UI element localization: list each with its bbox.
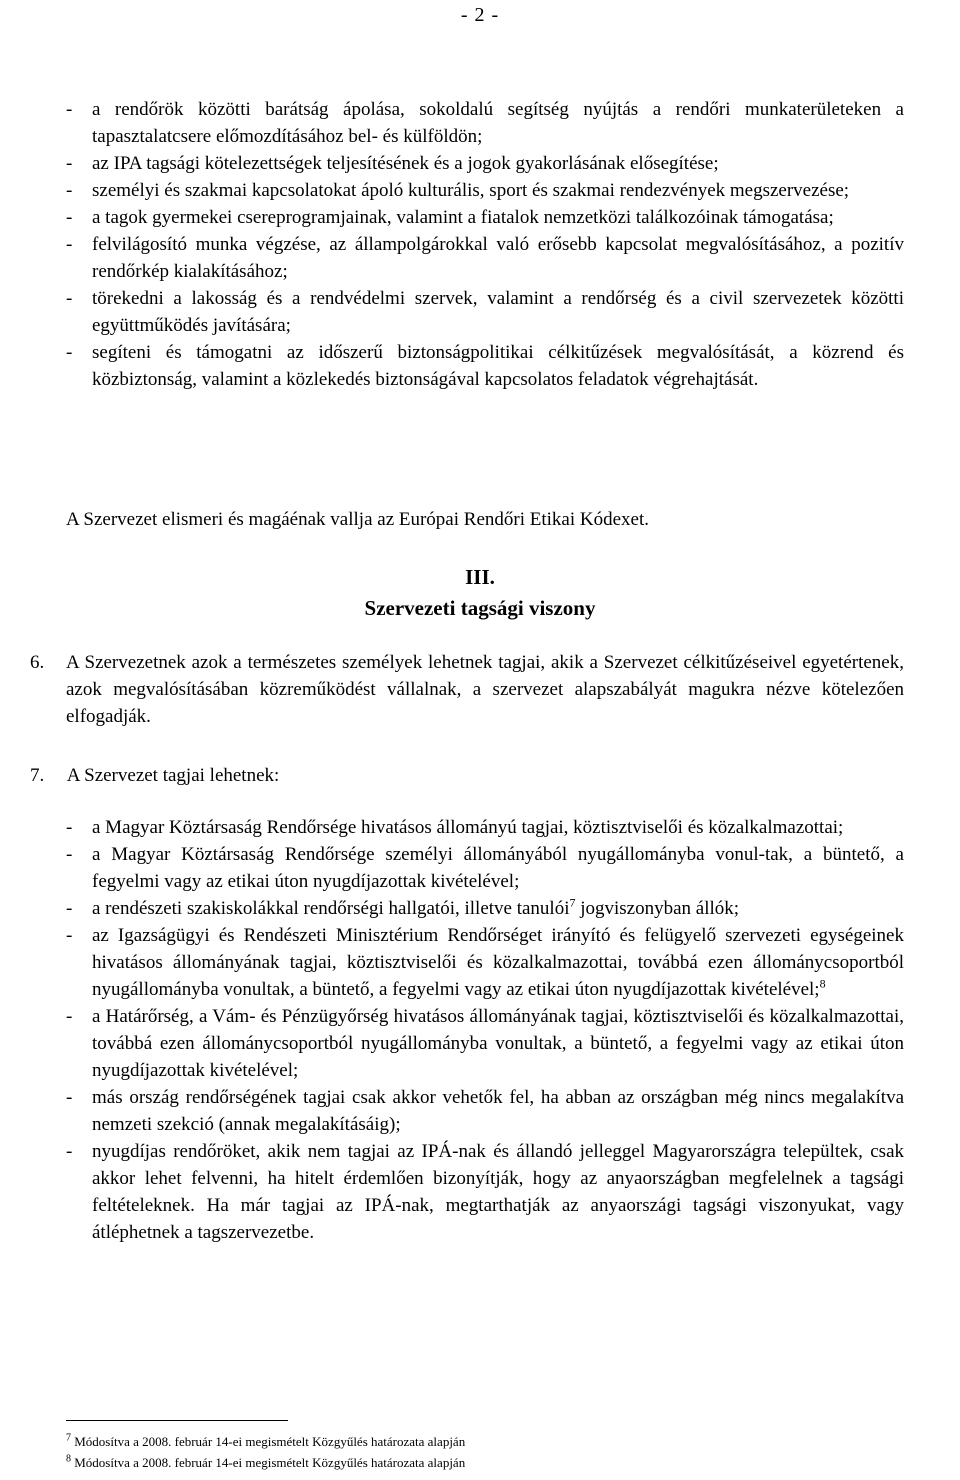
- page-number: - 2 -: [460, 4, 500, 26]
- footnote-reference[interactable]: 7: [569, 895, 576, 910]
- list-marker: -: [66, 342, 73, 363]
- list-marker: -: [66, 844, 73, 865]
- list-marker: -: [66, 898, 73, 919]
- list-item-text: a rendészeti szakiskolákkal rendőrségi hallgatói, illetve tanulói: [92, 898, 570, 919]
- footnote-divider: [66, 1420, 288, 1421]
- paragraph-number: 7.: [30, 765, 45, 786]
- list-item-text: nyugdíjas rendőröket, akik nem tagjai az IPÁ-nak és állandó jelleggel Magyarországra települtek, csak akkor lehet felvenni, ha hitelt érdemlően bizonyítják, hogy az anyaországban megfelelnek a tagsági feltételeknek. Ha már tagjai az IPÁ-nak, megtarthatják az anyaországi tagsági viszonyukat, vagy átléphetnek a tagszervezetbe.: [92, 1141, 904, 1243]
- list-item: [66, 150, 904, 177]
- list-item-text: törekedni a lakosság és a rendvédelmi szervek, valamint a rendőrség és a civil szervezetek közötti együttműködés javítására;: [92, 288, 904, 336]
- list-marker: -: [66, 180, 73, 201]
- list-item-text: a rendőrök közötti barátság ápolása, sokoldalú segítség nyújtás a rendőri munkaterületeken a tapasztalatcsere előmozdításához bel- és külföldön;: [92, 99, 904, 147]
- list-item: [66, 339, 904, 393]
- footnote: [66, 1431, 904, 1452]
- list-item-text: az IPA tagsági kötelezettségek teljesítésének és a jogok gyakorlásának elősegítése;: [92, 153, 719, 174]
- list-marker: -: [66, 1006, 73, 1027]
- list-item: [66, 841, 904, 895]
- list-item-text: a tagok gyermekei csereprogramjainak, valamint a fiatalok nemzetközi találkozóinak támogatása;: [92, 207, 834, 228]
- list-marker: -: [66, 153, 73, 174]
- list-item: [66, 231, 904, 285]
- objectives-list: [66, 96, 904, 393]
- paragraph-7-text: A Szervezet tagjai lehetnek:: [66, 765, 280, 786]
- list-item-text: más ország rendőrségének tagjai csak akkor vehetők fel, ha abban az országban még nincs megalakítva nemzeti szekció (annak megalakításáig);: [92, 1087, 904, 1135]
- section-title: Szervezeti tagsági viszony: [364, 596, 596, 620]
- list-item: [66, 895, 904, 922]
- list-item-text: segíteni és támogatni az időszerű biztonságpolitikai célkitűzések megvalósítását, a közrend és közbiztonság, valamint a közlekedés biztonságával kapcsolatos feladatok végrehajtását.: [92, 342, 904, 390]
- list-item: [66, 96, 904, 150]
- list-item-text: a Határőrség, a Vám- és Pénzügyőrség hivatásos állományának tagjai, köztisztviselői és közalkalmazottai, továbbá ezen állománycsoportból nyugállományba vonultak, a büntető, a fegyelmi vagy az etikai úton nyugdíjazottak kivételével;: [92, 1006, 904, 1081]
- list-marker: -: [66, 99, 73, 120]
- footnote-text: Módosítva a 2008. február 14-ei megismételt Közgyűlés határozata alapján: [74, 1455, 466, 1470]
- list-item-text: az Igazságügyi és Rendészeti Minisztérium Rendőrséget irányító és felügyelő szervezeti egységeinek hivatásos állományának tagjai, köztisztviselői és közalkalmazottai, továbbá ezen állománycsoportból nyugállományba vonultak, a büntető, a fegyelmi vagy az etikai úton nyugdíjazottak kivételével;: [92, 925, 904, 1000]
- list-marker: -: [66, 288, 73, 309]
- footnotes: [66, 1431, 904, 1473]
- list-item-text: a Magyar Köztársaság Rendőrsége személyi állományából nyugállományba vonul-tak, a büntető, a fegyelmi vagy az etikai úton nyugdíjazottak kivételével;: [92, 844, 904, 892]
- list-item: [66, 1138, 904, 1246]
- list-marker: -: [66, 1087, 73, 1108]
- paragraph-7: [30, 762, 904, 789]
- footnote: [66, 1452, 904, 1473]
- list-item: [66, 285, 904, 339]
- footnote-mark: 8: [66, 1453, 71, 1465]
- list-item-text: a Magyar Köztársaság Rendőrsége hivatásos állományú tagjai, köztisztviselői és közalkalmazottai;: [92, 817, 844, 838]
- paragraph-6: A Szervezetnek azok a természetes személyek lehetnek tagjai, akik a Szervezet célkitűzéseivel egyetértenek, azok megvalósításában közreműködést vállalnak, a szervezet alapszabályát magukra nézve kötelezően elfogadják.: [66, 652, 904, 727]
- list-item-text-continued: jogviszonyban állók;: [575, 898, 740, 919]
- list-item-text: felvilágosító munka végzése, az állampolgárokkal való erősebb kapcsolat megvalósításához, a pozitív rendőrkép kialakításához;: [92, 234, 904, 282]
- list-item-text: személyi és szakmai kapcsolatokat ápoló kulturális, sport és szakmai rendezvények megszervezése;: [92, 180, 850, 201]
- list-marker: -: [66, 1141, 73, 1162]
- list-item: [66, 1003, 904, 1084]
- footnote-text: Módosítva a 2008. február 14-ei megismételt Közgyűlés határozata alapján: [74, 1434, 466, 1449]
- list-item: [66, 922, 904, 1003]
- list-marker: -: [66, 925, 73, 946]
- list-item: [66, 204, 904, 231]
- footnote-reference[interactable]: 8: [819, 976, 826, 991]
- footnote-mark: 7: [66, 1432, 71, 1444]
- section-number: III.: [465, 565, 495, 589]
- paragraph-number: 6.: [30, 652, 45, 673]
- list-item: [66, 1084, 904, 1138]
- list-marker: -: [66, 817, 73, 838]
- ethics-statement: A Szervezet elismeri és magáénak vallja az Európai Rendőri Etikai Kódexet.: [66, 509, 649, 530]
- list-marker: -: [66, 207, 73, 228]
- list-item: [66, 814, 904, 841]
- list-marker: -: [66, 234, 73, 255]
- members-list: [66, 814, 904, 1246]
- list-item: [66, 177, 904, 204]
